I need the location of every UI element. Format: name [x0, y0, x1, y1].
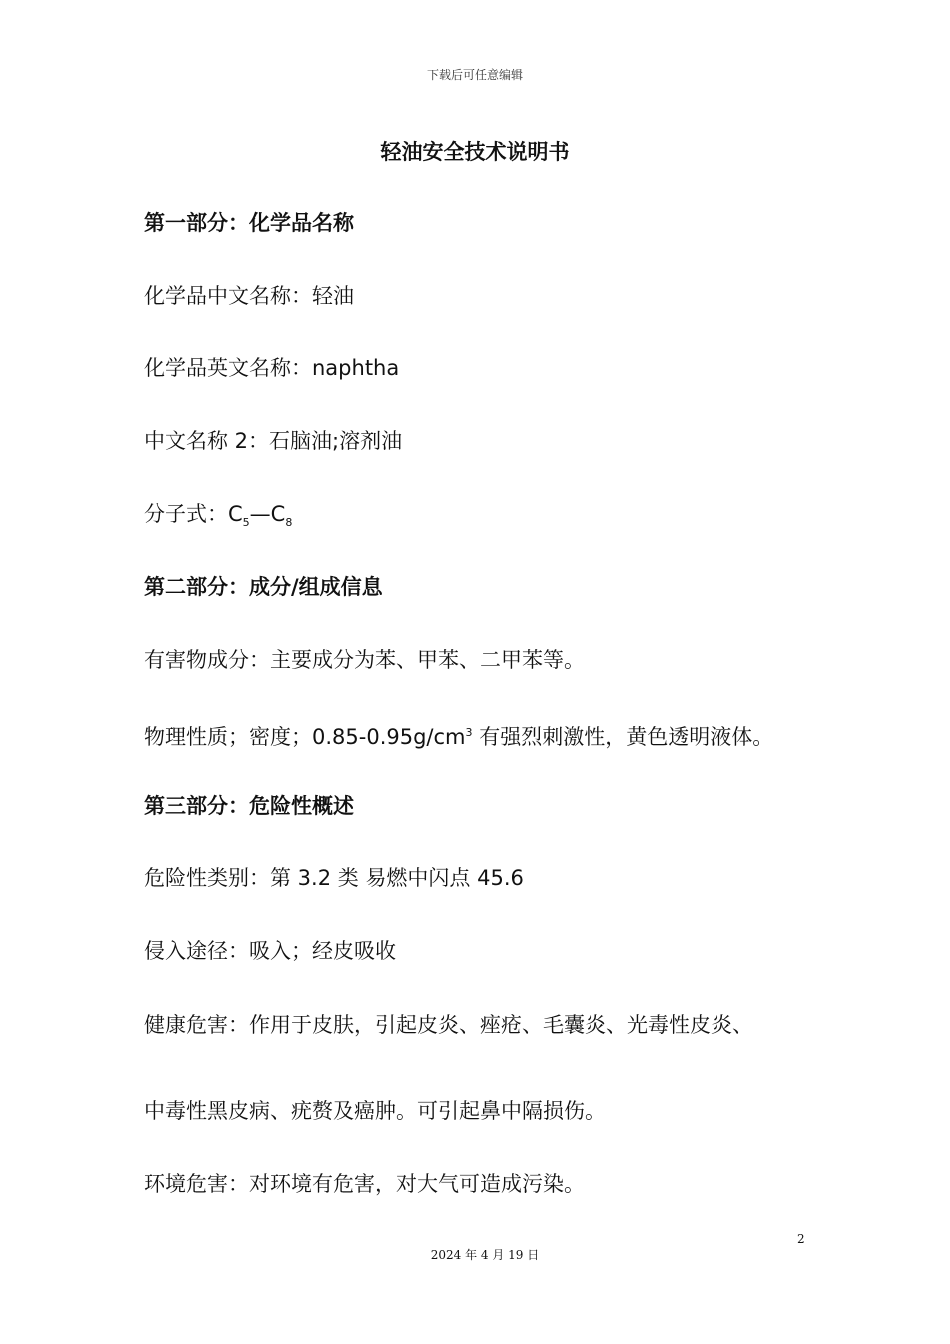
health-hazard-line-2: 中毒性黑皮病、疣赘及癌肿。可引起鼻中隔损伤。: [144, 1099, 606, 1123]
chemical-en-name: 化学品英文名称：naphtha: [144, 356, 400, 380]
physical-sup: 3: [465, 726, 473, 739]
molecular-formula: [144, 499, 292, 538]
formula-prefix: 分子式：C: [144, 502, 243, 526]
health-hazard-line-1: 健康危害：作用于皮肤，引起皮炎、痤疮、毛囊炎、光毒性皮炎、: [144, 1013, 753, 1037]
page-number: 2: [797, 1232, 805, 1246]
formula-mid: —C: [249, 502, 286, 526]
chemical-cn-name-2: 中文名称 2：石脑油;溶剂油: [144, 429, 403, 453]
physical-prefix: 物理性质；密度；0.85-0.95g/cm: [144, 725, 466, 749]
environmental-hazard: 环境危害：对环境有危害，对大气可造成污染。: [144, 1172, 585, 1196]
harmful-components: 有害物成分：主要成分为苯、甲苯、二甲苯等。: [144, 648, 585, 672]
document-title: 轻油安全技术说明书: [380, 140, 570, 164]
physical-properties: [144, 718, 773, 752]
page-header-note: 下载后可任意编辑: [426, 68, 523, 82]
physical-suffix: 有强烈刺激性，黄色透明液体。: [472, 725, 774, 749]
section-heading-3: 第三部分：危险性概述: [144, 794, 354, 818]
formula-sub-1: 5: [242, 516, 250, 530]
section-heading-1: 第一部分：化学品名称: [144, 211, 354, 235]
footer-date: 2024 年 4 月 19 日: [430, 1248, 540, 1262]
hazard-class: 危险性类别：第 3.2 类 易燃中闪点 45.6: [144, 866, 524, 890]
entry-route: 侵入途径：吸入；经皮吸收: [144, 939, 396, 963]
formula-sub-2: 8: [285, 516, 293, 530]
chemical-cn-name: 化学品中文名称：轻油: [144, 284, 354, 308]
section-heading-2: 第二部分：成分/组成信息: [144, 575, 383, 599]
